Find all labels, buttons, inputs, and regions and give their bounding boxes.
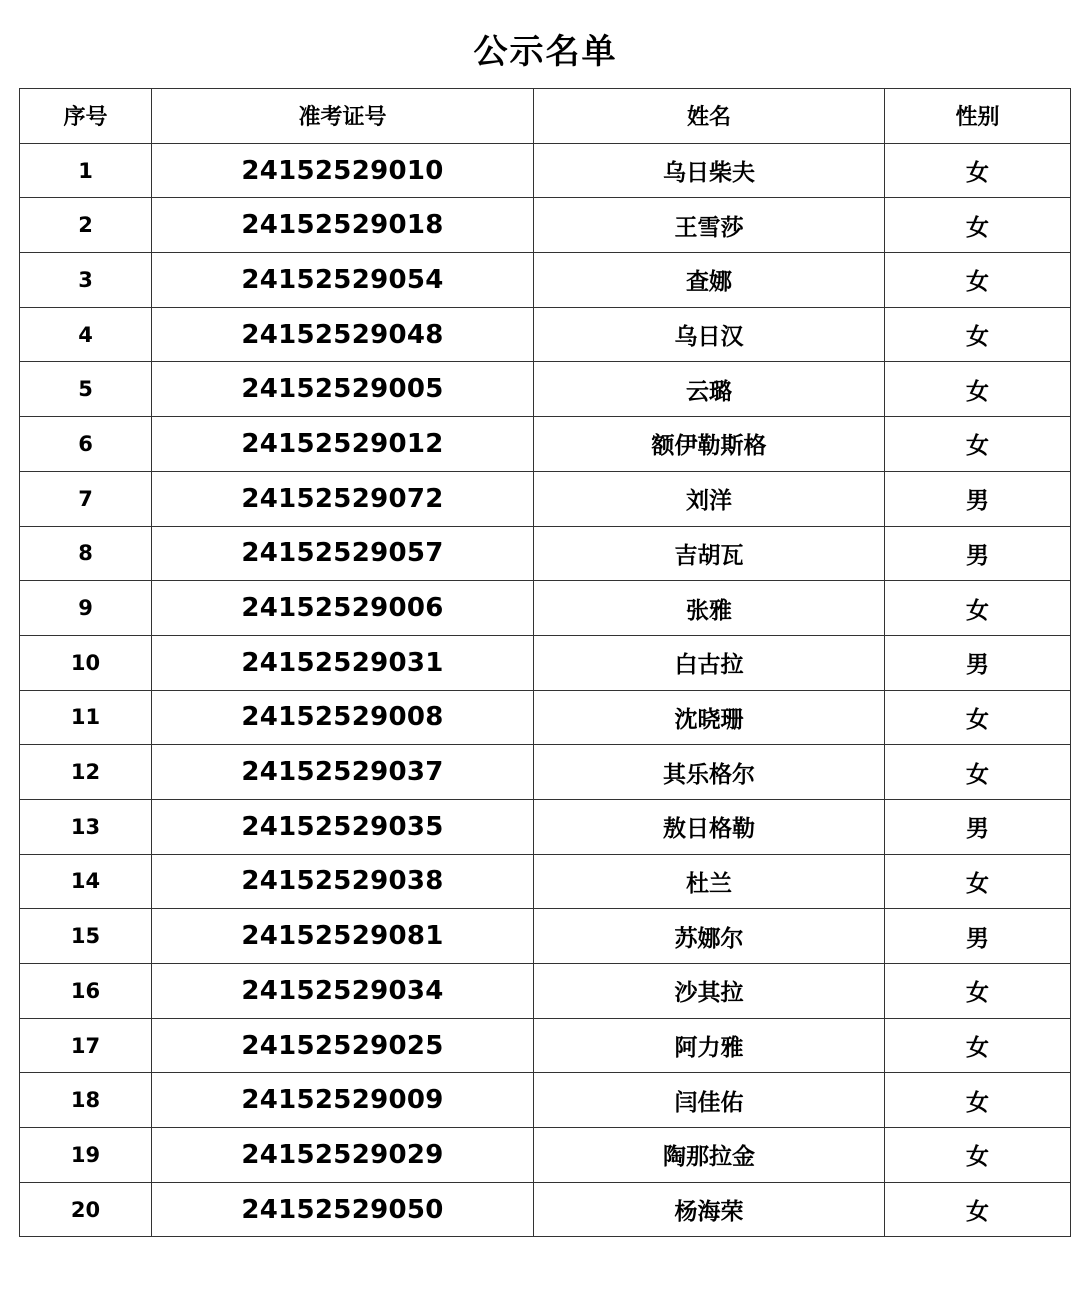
cell-name: 额伊勒斯格 [534,417,885,472]
cell-name: 闫佳佑 [534,1073,885,1128]
cell-exam-id: 24152529005 [152,362,534,417]
cell-name: 杜兰 [534,854,885,909]
cell-name: 云璐 [534,362,885,417]
table-row [20,690,1071,745]
table-row [20,307,1071,362]
cell-exam-id: 24152529057 [152,526,534,581]
cell-seq: 6 [20,417,152,472]
cell-gender: 女 [885,964,1071,1019]
table-row [20,1073,1071,1128]
cell-name: 阿力雅 [534,1018,885,1073]
cell-exam-id: 24152529034 [152,964,534,1019]
table-header-row [20,89,1071,144]
cell-seq: 13 [20,799,152,854]
cell-name: 杨海荣 [534,1182,885,1237]
header-seq: 序号 [20,89,152,144]
cell-exam-id: 24152529008 [152,690,534,745]
cell-name: 查娜 [534,253,885,308]
table-row [20,1182,1071,1237]
cell-name: 其乐格尔 [534,745,885,800]
table-row [20,1128,1071,1183]
cell-exam-id: 24152529025 [152,1018,534,1073]
cell-gender: 女 [885,1128,1071,1183]
cell-gender: 男 [885,635,1071,690]
cell-gender: 女 [885,1018,1071,1073]
cell-gender: 男 [885,909,1071,964]
cell-exam-id: 24152529012 [152,417,534,472]
cell-name: 沈晓珊 [534,690,885,745]
cell-name: 陶那拉金 [534,1128,885,1183]
cell-exam-id: 24152529035 [152,799,534,854]
cell-name: 乌日汉 [534,307,885,362]
cell-name: 沙其拉 [534,964,885,1019]
cell-exam-id: 24152529018 [152,198,534,253]
cell-seq: 8 [20,526,152,581]
cell-exam-id: 24152529006 [152,581,534,636]
cell-gender: 女 [885,745,1071,800]
cell-gender: 女 [885,253,1071,308]
cell-gender: 女 [885,581,1071,636]
cell-gender: 女 [885,307,1071,362]
cell-gender: 女 [885,198,1071,253]
table-row [20,635,1071,690]
cell-gender: 女 [885,1073,1071,1128]
cell-name: 王雪莎 [534,198,885,253]
cell-exam-id: 24152529048 [152,307,534,362]
cell-seq: 4 [20,307,152,362]
table-row [20,581,1071,636]
cell-name: 白古拉 [534,635,885,690]
cell-exam-id: 24152529037 [152,745,534,800]
cell-seq: 10 [20,635,152,690]
page-title: 公示名单 [473,32,618,72]
cell-gender: 女 [885,690,1071,745]
cell-exam-id: 24152529031 [152,635,534,690]
cell-name: 乌日柴夫 [534,143,885,198]
table-row [20,471,1071,526]
table-row [20,745,1071,800]
cell-name: 吉胡瓦 [534,526,885,581]
cell-seq: 19 [20,1128,152,1183]
cell-exam-id: 24152529009 [152,1073,534,1128]
cell-gender: 女 [885,1182,1071,1237]
cell-seq: 5 [20,362,152,417]
cell-exam-id: 24152529029 [152,1128,534,1183]
cell-seq: 7 [20,471,152,526]
table-row [20,362,1071,417]
cell-exam-id: 24152529010 [152,143,534,198]
cell-gender: 女 [885,417,1071,472]
header-exam-id: 准考证号 [152,89,534,144]
cell-seq: 9 [20,581,152,636]
cell-exam-id: 24152529072 [152,471,534,526]
cell-exam-id: 24152529050 [152,1182,534,1237]
cell-name: 苏娜尔 [534,909,885,964]
table-row [20,253,1071,308]
table-row [20,417,1071,472]
cell-gender: 女 [885,362,1071,417]
table-row [20,964,1071,1019]
header-gender: 性别 [885,89,1071,144]
table-row [20,909,1071,964]
cell-gender: 女 [885,854,1071,909]
cell-gender: 男 [885,471,1071,526]
roster-body [20,143,1071,1237]
cell-gender: 男 [885,526,1071,581]
cell-seq: 1 [20,143,152,198]
table-row [20,526,1071,581]
table-row [20,854,1071,909]
cell-name: 张雅 [534,581,885,636]
cell-exam-id: 24152529081 [152,909,534,964]
cell-seq: 11 [20,690,152,745]
roster-table [19,88,1071,1237]
cell-seq: 15 [20,909,152,964]
cell-seq: 3 [20,253,152,308]
cell-name: 敖日格勒 [534,799,885,854]
cell-gender: 女 [885,143,1071,198]
cell-exam-id: 24152529054 [152,253,534,308]
cell-seq: 16 [20,964,152,1019]
cell-seq: 17 [20,1018,152,1073]
table-row [20,198,1071,253]
cell-gender: 男 [885,799,1071,854]
cell-seq: 18 [20,1073,152,1128]
cell-seq: 20 [20,1182,152,1237]
table-row [20,1018,1071,1073]
cell-exam-id: 24152529038 [152,854,534,909]
table-row [20,143,1071,198]
header-name: 姓名 [534,89,885,144]
cell-name: 刘洋 [534,471,885,526]
table-row [20,799,1071,854]
cell-seq: 14 [20,854,152,909]
cell-seq: 2 [20,198,152,253]
cell-seq: 12 [20,745,152,800]
